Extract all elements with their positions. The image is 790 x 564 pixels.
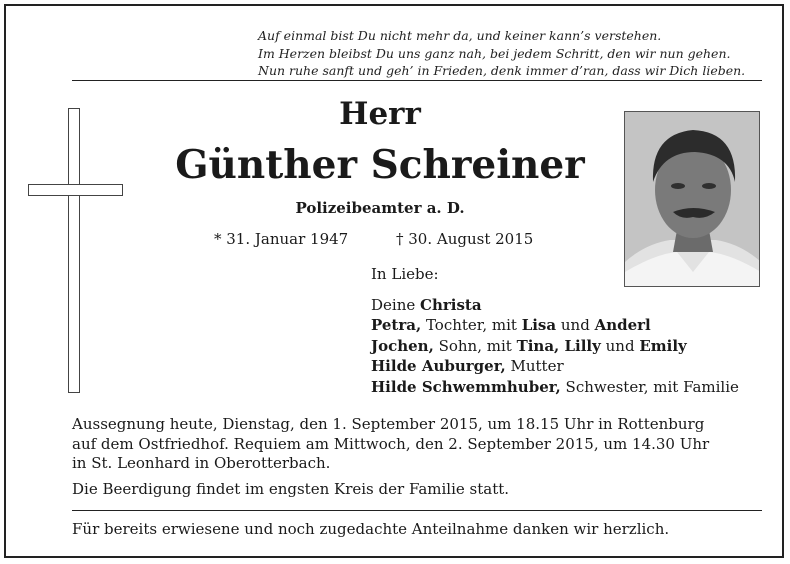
thanks-text: Für bereits erwiesene und noch zugedachte Anteilnahme danken wir herzlich. <box>72 520 670 538</box>
birth-date: * 31. Januar 1947 <box>214 230 349 248</box>
cross-icon <box>28 108 123 393</box>
deceased-name: Günther Schreiner <box>175 142 585 188</box>
family-list <box>371 264 739 397</box>
funeral-line: Aussegnung heute, Dienstag, den 1. September 2015, um 18.15 Uhr in Rottenburg <box>72 415 705 433</box>
top-rule <box>72 80 762 81</box>
poem-line: Auf einmal bist Du nicht mehr da, und keiner kann’s verstehen. <box>258 28 662 43</box>
portrait-icon <box>625 112 760 287</box>
poem-line: Im Herzen bleibst Du uns ganz nah, bei jedem Schritt, den wir nun gehen. <box>258 45 731 61</box>
burial-note: Die Beerdigung findet im engsten Kreis der Familie statt. <box>72 480 510 498</box>
family-line: Hilde Auburger, Mutter <box>371 357 564 375</box>
family-intro: In Liebe: <box>371 265 439 283</box>
profession: Polizeibeamter a. D. <box>295 199 465 217</box>
funeral-details <box>72 415 764 474</box>
funeral-line: in St. Leonhard in Oberotterbach. <box>72 454 331 472</box>
bottom-rule <box>72 510 762 511</box>
poem-line: Nun ruhe sanft und geh’ in Frieden, denk immer d’ran, dass wir Dich lieben. <box>258 63 746 78</box>
portrait-photo <box>624 111 760 287</box>
family-line: Hilde Schwemmhuber, Schwester, mit Familie <box>371 377 739 396</box>
family-line: Deine Christa <box>371 295 482 314</box>
salutation: Herr <box>339 96 421 132</box>
funeral-line: auf dem Ostfriedhof. Requiem am Mittwoch, den 2. September 2015, um 14.30 Uhr <box>72 434 710 453</box>
family-line: Jochen, Sohn, mit Tina, Lilly und Emily <box>371 336 687 355</box>
death-date: † 30. August 2015 <box>396 230 534 248</box>
poem <box>258 27 768 80</box>
family-line: Petra, Tochter, mit Lisa und Anderl <box>371 316 651 334</box>
